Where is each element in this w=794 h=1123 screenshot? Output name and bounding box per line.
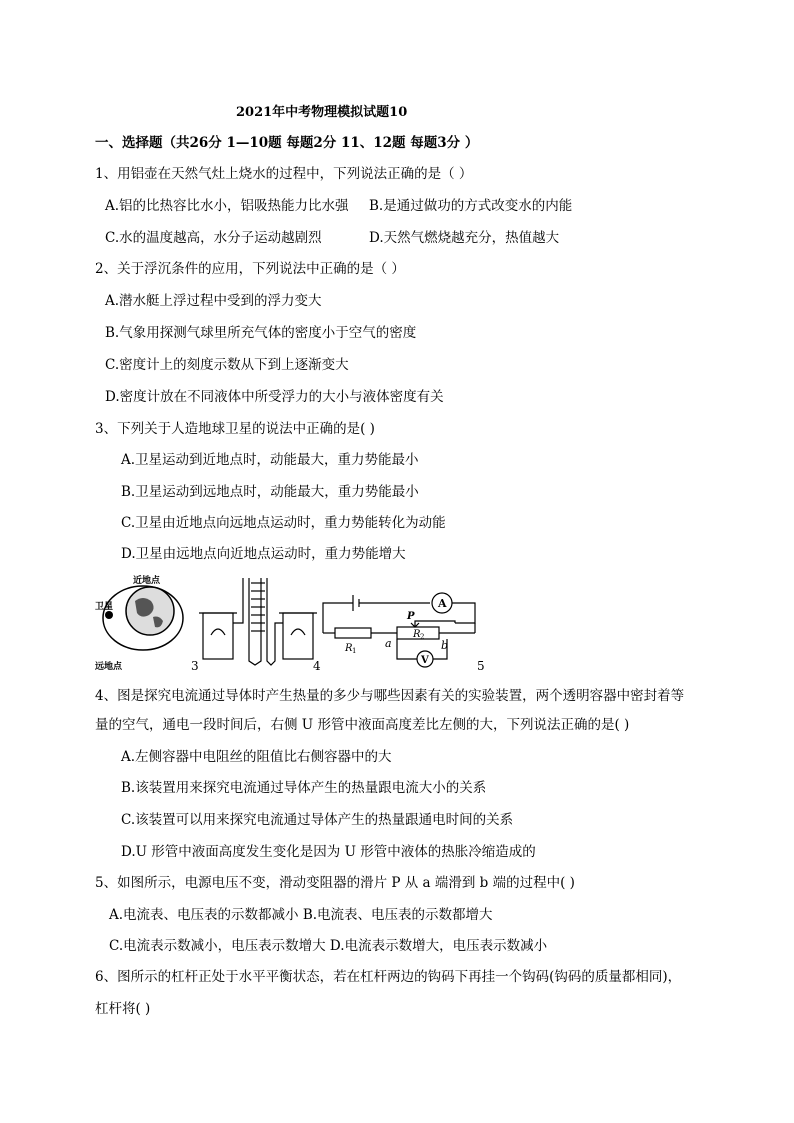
terminal-a-label: a bbox=[385, 637, 392, 650]
r1-subscript: 1 bbox=[352, 647, 357, 655]
figure-4-number: 4 bbox=[313, 659, 321, 673]
question-4-option-a: A.左侧容器中电阻丝的阻值比右侧容器中的大 bbox=[121, 749, 392, 765]
question-2-stem: 2、关于浮沉条件的应用，下列说法中正确的是（ ） bbox=[95, 261, 405, 277]
question-1-option-b: B.是通过做功的方式改变水的内能 bbox=[369, 198, 573, 214]
question-2-option-d: D.密度计放在不同液体中所受浮力的大小与液体密度有关 bbox=[105, 389, 444, 405]
r2-subscript: 2 bbox=[420, 633, 425, 641]
terminal-b-label: b bbox=[441, 639, 449, 652]
figure-3-number: 3 bbox=[191, 659, 199, 673]
figure-4-utube-apparatus bbox=[199, 578, 317, 665]
question-1-option-c: C.水的温度越高，水分子运动越剧烈 bbox=[105, 230, 322, 246]
slider-p-label: P bbox=[407, 611, 415, 622]
section-heading: 一、选择题（共26分 1—10题 每题2分 11、12题 每题3分 ） bbox=[95, 135, 479, 151]
question-4-stem-line1: 4、图是探究电流通过导体时产生热量的多少与哪些因素有关的实验装置，两个透明容器中密封着等 bbox=[95, 688, 685, 704]
question-6-stem-line2: 杠杆将( ) bbox=[95, 1001, 151, 1017]
question-5-options-cd: C.电流表示数减小，电压表示数增大 D.电流表示数增大，电压表示数减小 bbox=[109, 938, 548, 954]
voltmeter-label: V bbox=[421, 655, 429, 666]
question-5-stem: 5、如图所示，电源电压不变，滑动变阻器的滑片 P 从 a 端滑到 b 端的过程中( ) bbox=[95, 875, 575, 891]
figure-3-far-label: 远地点 bbox=[95, 662, 123, 672]
question-3-option-b: B.卫星运动到远地点时，动能最大，重力势能最小 bbox=[121, 484, 419, 500]
exam-title: 2021年中考物理模拟试题10 bbox=[236, 105, 408, 120]
question-1-option-d: D.天然气燃烧越充分，热值越大 bbox=[369, 230, 560, 246]
r2-label: R bbox=[413, 629, 421, 640]
question-1-option-a: A.铝的比热容比水小，铝吸热能力比水强 bbox=[105, 198, 349, 214]
question-5-options-ab: A.电流表、电压表的示数都减小 B.电流表、电压表的示数都增大 bbox=[109, 907, 493, 923]
question-3-option-c: C.卫星由近地点向远地点运动时，重力势能转化为动能 bbox=[121, 515, 446, 531]
question-2-option-c: C.密度计上的刻度示数从下到上逐渐变大 bbox=[105, 357, 349, 373]
question-4-option-c: C.该装置可以用来探究电流通过导体产生的热量跟通电时间的关系 bbox=[121, 812, 514, 828]
ammeter-label: A bbox=[438, 597, 447, 610]
figures-svg bbox=[95, 573, 495, 673]
figure-3-orbit bbox=[95, 574, 183, 672]
question-2-option-a: A.潜水艇上浮过程中受到的浮力变大 bbox=[105, 293, 322, 309]
question-3-stem: 3、下列关于人造地球卫星的说法中正确的是( ) bbox=[95, 421, 375, 437]
question-1-stem: 1、用铝壶在天然气灶上烧水的过程中，下列说法正确的是（ ） bbox=[95, 166, 473, 182]
question-4-option-d: D.U 形管中液面高度发生变化是因为 U 形管中液体的热胀冷缩造成的 bbox=[121, 844, 536, 860]
question-3-option-d: D.卫星由远地点向近地点运动时，重力势能增大 bbox=[121, 546, 406, 562]
figure-5-circuit bbox=[323, 593, 475, 667]
question-6-stem-line1: 6、图所示的杠杆正处于水平平衡状态，若在杠杆两边的钩码下再挂一个钩码(钩码的质量都相同)， bbox=[95, 969, 682, 985]
figures-row bbox=[95, 573, 495, 673]
question-4-option-b: B.该装置用来探究电流通过导体产生的热量跟电流大小的关系 bbox=[121, 780, 487, 796]
question-2-option-b: B.气象用探测气球里所充气体的密度小于空气的密度 bbox=[105, 325, 417, 341]
figure-5-number: 5 bbox=[477, 659, 485, 673]
r1-label: R bbox=[345, 643, 353, 654]
figure-3-near-label: 近地点 bbox=[133, 576, 161, 586]
question-4-stem-line2: 量的空气，通电一段时间后，右侧 U 形管中液面高度差比左侧的大，下列说法正确的是( ) bbox=[95, 717, 630, 733]
figure-3-satellite-label: 卫星 bbox=[95, 602, 114, 612]
question-3-option-a: A.卫星运动到近地点时，动能最大，重力势能最小 bbox=[121, 452, 419, 468]
